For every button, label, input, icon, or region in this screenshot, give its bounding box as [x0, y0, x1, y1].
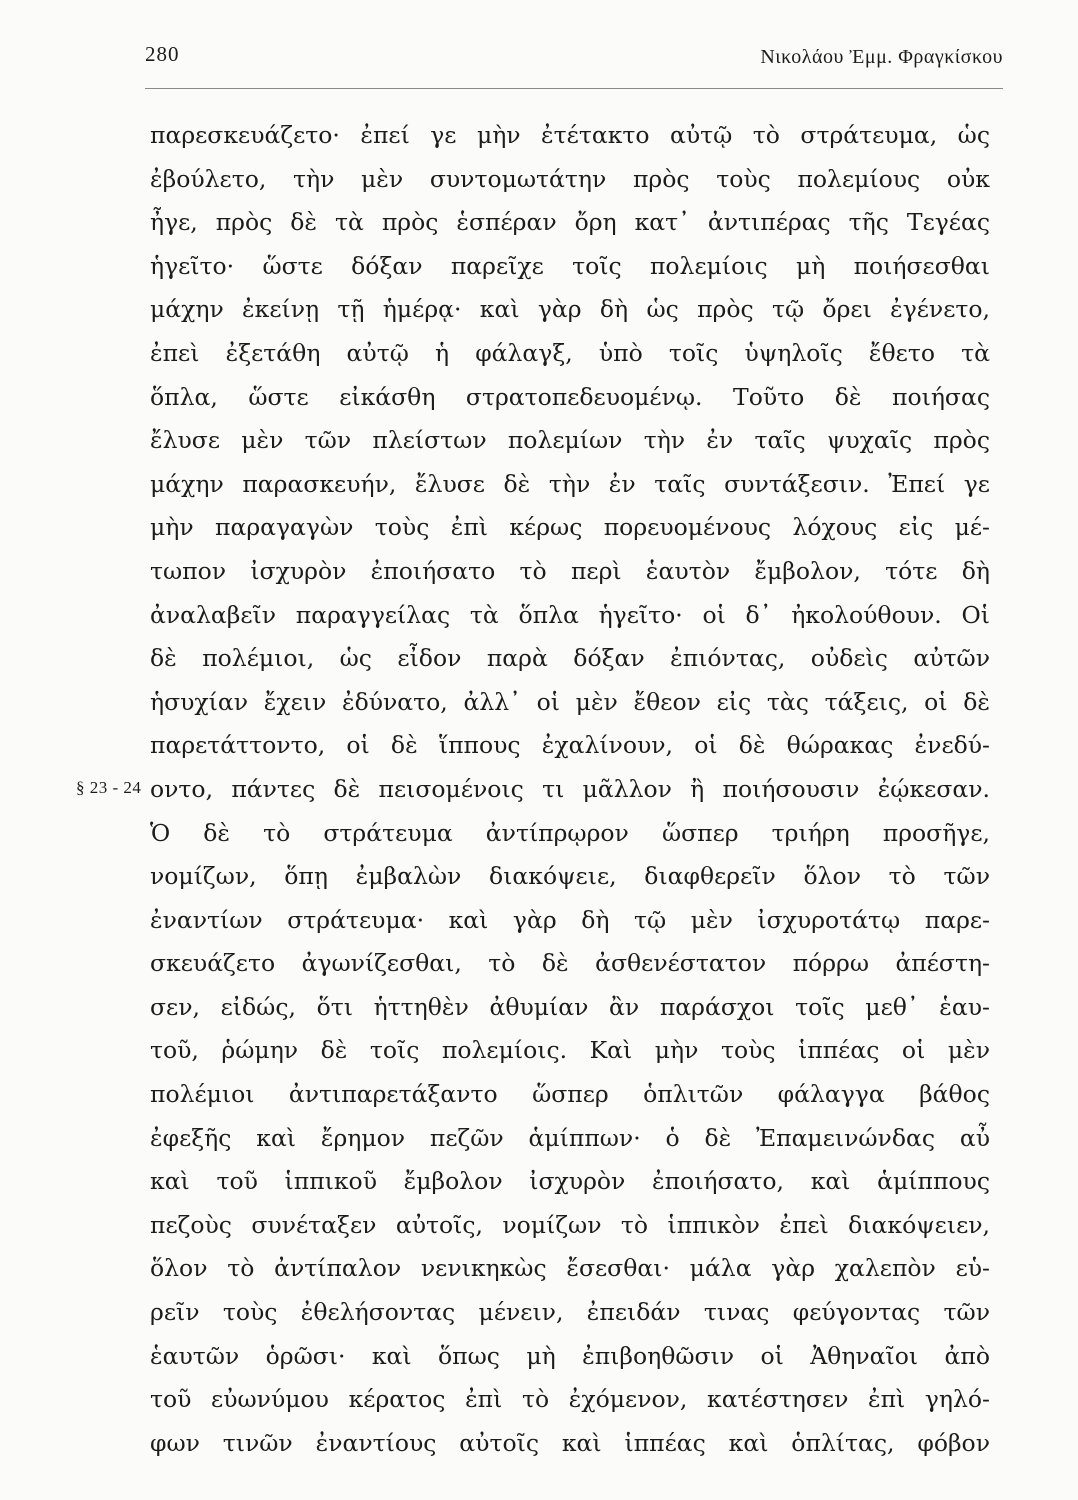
text-line: οντο, πάντες δὲ πεισομένοις τι μᾶλλον ἢ ποιήσουσιν ἐῴκεσαν.	[150, 774, 990, 803]
text-line: ἦγε, πρὸς δὲ τὰ πρὸς ἑσπέραν ὄρη κατ᾽ ἀντιπέρας τῆς Τεγέας	[150, 208, 990, 237]
text-line: σεν, εἰδώς, ὅτι ἡττηθὲν ἀθυμίαν ἂν παράσχοι τοῖς μεθ᾽ ἑαυ-	[150, 992, 990, 1021]
text-line: τωπον ἰσχυρὸν ἐποιήσατο τὸ περὶ ἑαυτὸν ἔμβολον, τότε δὴ	[150, 556, 990, 585]
text-line: ἑαυτῶν ὁρῶσι· καὶ ὅπως μὴ ἐπιβοηθῶσιν οἱ Ἀθηναῖοι ἀπὸ	[150, 1341, 990, 1370]
page-header	[145, 42, 1003, 76]
header-rule	[145, 88, 1003, 89]
text-line: ρεῖν τοὺς ἐθελήσοντας μένειν, ἐπειδάν τινας φεύγοντας τῶν	[150, 1298, 990, 1327]
text-line: ἐπεὶ ἐξετάθη αὐτῷ ἡ φάλαγξ, ὑπὸ τοῖς ὑψηλοῖς ἔθετο τὰ	[150, 338, 990, 367]
text-line: ἐναντίων στράτευμα· καὶ γὰρ δὴ τῷ μὲν ἰσχυροτάτῳ παρε-	[150, 905, 990, 934]
text-line: μάχην ἐκείνῃ τῇ ἡμέρᾳ· καὶ γὰρ δὴ ὡς πρὸς τῷ ὄρει ἐγένετο,	[150, 295, 990, 324]
text-line: ἐφεξῆς καὶ ἔρημον πεζῶν ἁμίππων· ὁ δὲ Ἐπαμεινώνδας αὖ	[150, 1123, 990, 1152]
text-line: μάχην παρασκευήν, ἔλυσε δὲ τὴν ἐν ταῖς συντάξεσιν. Ἐπεί γε	[150, 469, 990, 498]
text-line: ἡσυχίαν ἔχειν ἐδύνατο, ἀλλ᾽ οἱ μὲν ἔθεον εἰς τὰς τάξεις, οἱ δὲ	[150, 687, 990, 716]
text-line: πεζοὺς συνέταξεν αὐτοῖς, νομίζων τὸ ἱππικὸν ἐπεὶ διακόψειεν,	[150, 1210, 990, 1239]
running-head: Νικολάου Ἐμμ. Φραγκίσκου	[760, 46, 1003, 68]
text-line: δὲ πολέμιοι, ὡς εἶδον παρὰ δόξαν ἐπιόντας, οὐδεὶς αὐτῶν	[150, 644, 990, 673]
text-line: ἡγεῖτο· ὥστε δόξαν παρεῖχε τοῖς πολεμίοις μὴ ποιήσεσθαι	[150, 251, 990, 280]
text-line: τοῦ, ῥώμην δὲ τοῖς πολεμίοις. Καὶ μὴν τοὺς ἱππέας οἱ μὲν	[150, 1036, 990, 1065]
text-line: παρεσκευάζετο· ἐπεί γε μὴν ἐτέτακτο αὐτῷ τὸ στράτευμα, ὡς	[150, 121, 990, 149]
text-line: ἔλυσε μὲν τῶν πλείστων πολεμίων τὴν ἐν ταῖς ψυχαῖς πρὸς	[150, 426, 990, 455]
text-line: τοῦ εὐωνύμου κέρατος ἐπὶ τὸ ἐχόμενον, κατέστησεν ἐπὶ γηλό-	[150, 1385, 990, 1414]
text-line: ὅπλα, ὥστε εἰκάσθη στρατοπεδευομένῳ. Τοῦτο δὲ ποιήσας	[150, 382, 990, 411]
text-line: ἐβούλετο, τὴν μὲν συντομωτάτην πρὸς τοὺς πολεμίους οὐκ	[150, 164, 990, 193]
margin-note: § 23 - 24	[76, 778, 142, 797]
body-text	[150, 114, 990, 1465]
text-line: παρετάττοντο, οἱ δὲ ἵππους ἐχαλίνουν, οἱ δὲ θώρακας ἐνεδύ-	[150, 731, 990, 760]
text-line: Ὁ δὲ τὸ στράτευμα ἀντίπρῳρον ὥσπερ τριήρη προσῆγε,	[150, 818, 990, 847]
text-line: ἀναλαβεῖν παραγγείλας τὰ ὅπλα ἡγεῖτο· οἱ δ᾽ ἠκολούθουν. Οἱ	[150, 600, 990, 629]
text-line: νομίζων, ὅπῃ ἐμβαλὼν διακόψειε, διαφθερεῖν ὅλον τὸ τῶν	[150, 862, 990, 891]
text-line: φων τινῶν ἐναντίους αὐτοῖς καὶ ἱππέας καὶ ὁπλίτας, φόβον	[150, 1428, 990, 1457]
text-line: μὴν παραγαγὼν τοὺς ἐπὶ κέρως πορευομένους λόχους εἰς μέ-	[150, 513, 990, 542]
text-line: σκευάζετο ἀγωνίζεσθαι, τὸ δὲ ἀσθενέστατον πόρρω ἀπέστη-	[150, 949, 990, 978]
text-line: πολέμιοι ἀντιπαρετάξαντο ὥσπερ ὁπλιτῶν φάλαγγα βάθος	[150, 1080, 990, 1109]
text-line: ὅλον τὸ ἀντίπαλον νενικηκὼς ἔσεσθαι· μάλα γὰρ χαλεπὸν εὑ-	[150, 1254, 990, 1283]
page-number: 280	[145, 42, 180, 66]
text-line: καὶ τοῦ ἱππικοῦ ἔμβολον ἰσχυρὸν ἐποιήσατο, καὶ ἁμίππους	[150, 1167, 990, 1196]
